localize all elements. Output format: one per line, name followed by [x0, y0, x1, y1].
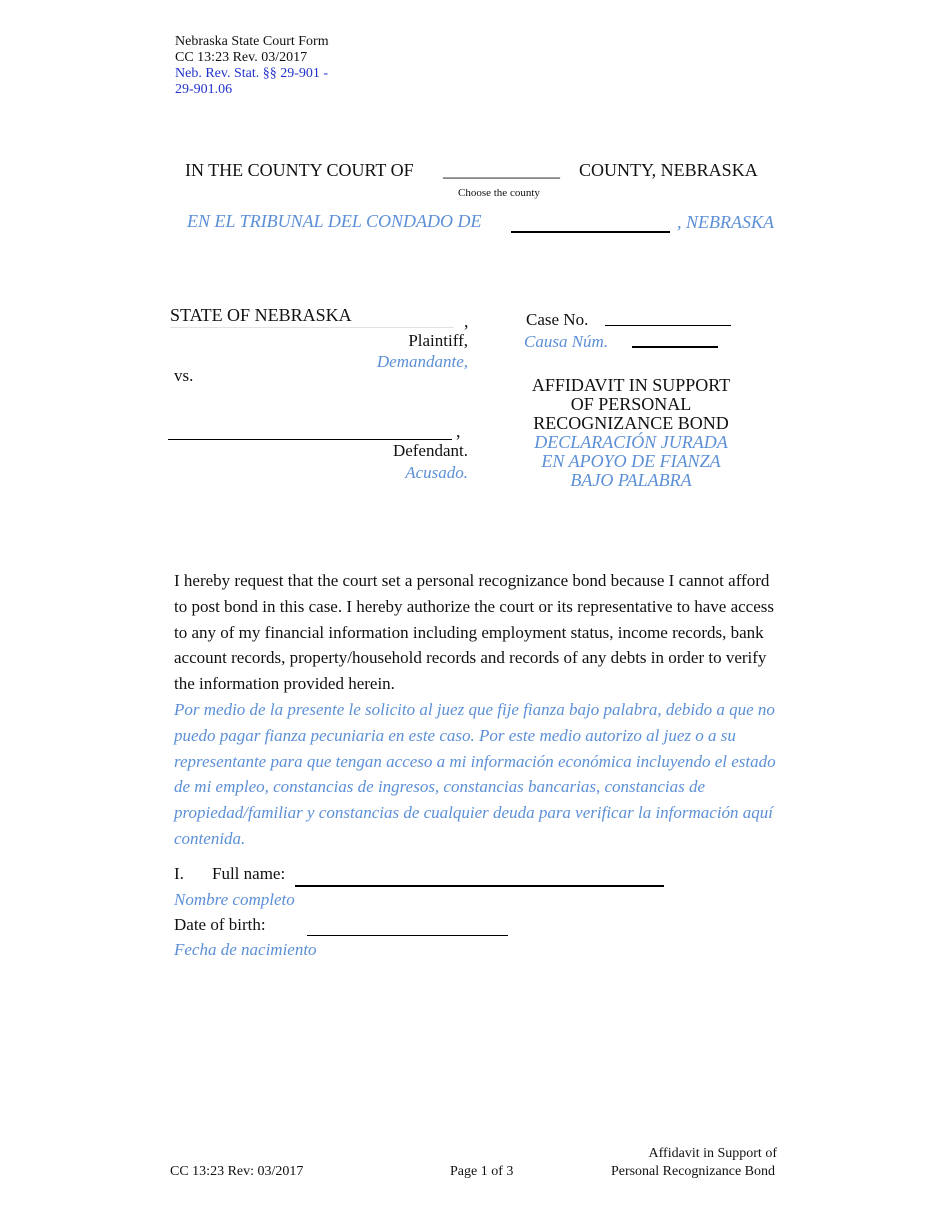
dob-label: Date of birth:: [174, 915, 266, 934]
section-numeral: I.: [174, 864, 184, 883]
plaintiff-comma: ,: [464, 311, 469, 331]
vs-label: vs.: [174, 366, 194, 385]
statute-link-line2[interactable]: 29-901.06: [175, 82, 233, 97]
defendant-label-es: Acusado.: [405, 463, 468, 482]
title-es-line1: DECLARACIÓN JURADA: [534, 432, 728, 452]
case-no-label-es: Causa Núm.: [524, 332, 609, 351]
court-suffix-es: , NEBRASKA: [677, 212, 774, 232]
request-paragraph-en: I hereby request that the court set a personal recognizance bond because I cannot afford to post bond in this case. I hereby authorize the court or its representative to have access to any of my financial information including employment status, income records, bank account records, property/household records and records of any debts in order to verify the information provided herein.: [174, 571, 774, 694]
title-en-line3: RECOGNIZANCE BOND: [533, 413, 729, 433]
defendant-name-field[interactable]: [168, 427, 452, 440]
case-no-label: Case No.: [526, 310, 589, 329]
court-suffix: COUNTY, NEBRASKA: [579, 160, 758, 180]
plaintiff-underline: [170, 327, 454, 328]
full-name-label: Full name:: [212, 864, 286, 883]
form-number: CC 13:23 Rev. 03/2017: [175, 50, 308, 65]
title-en-line2: OF PERSONAL: [570, 394, 692, 414]
footer-form-code: CC 13:23 Rev: 03/2017: [170, 1164, 304, 1179]
request-paragraph-es: Por medio de la presente le solicito al juez que fije fianza bajo palabra, debido a que no puedo pagar fianza pecuniaria en este caso. Por este medio autorizo al juez o a su representante para que tengan acceso a mi información económica incluyendo el estado de mi empleo, constancias de ingresos, constancias bancarias, constancias de propiedad/familiar y constancias de cualquier deuda para verificar la información aquí contenida.: [174, 700, 776, 848]
county-select[interactable]: _____________: [443, 160, 560, 180]
county-hint: Choose the county: [458, 187, 540, 199]
title-es-line2: EN APOYO DE FIANZA: [541, 451, 721, 471]
case-no-field[interactable]: [605, 313, 731, 326]
full-name-field[interactable]: [295, 873, 664, 887]
county-es-field[interactable]: [511, 218, 670, 233]
footer-page-number: Page 1 of 3: [450, 1164, 514, 1179]
defendant-comma: ,: [456, 421, 461, 441]
plaintiff-label: Plaintiff,: [408, 331, 468, 350]
footer-title-line2: Personal Recognizance Bond: [610, 1164, 775, 1179]
footer-title-line1: Affidavit in Support of: [648, 1146, 777, 1161]
full-name-label-es: Nombre completo: [174, 890, 295, 909]
defendant-label: Defendant.: [392, 441, 468, 460]
title-en-line1: AFFIDAVIT IN SUPPORT: [531, 375, 731, 395]
title-es-line3: BAJO PALABRA: [570, 470, 692, 490]
court-prefix: IN THE COUNTY COURT OF: [185, 160, 414, 180]
dob-field[interactable]: [307, 923, 508, 936]
form-name: Nebraska State Court Form: [175, 34, 329, 49]
plaintiff-name: STATE OF NEBRASKA: [170, 305, 352, 325]
plaintiff-label-es: Demandante,: [376, 352, 468, 371]
statute-link-line1[interactable]: Neb. Rev. Stat. §§ 29-901 -: [175, 66, 329, 81]
dob-label-es: Fecha de nacimiento: [174, 940, 317, 959]
case-no-es-field[interactable]: [632, 335, 718, 348]
court-prefix-es: EN EL TRIBUNAL DEL CONDADO DE: [187, 211, 482, 231]
